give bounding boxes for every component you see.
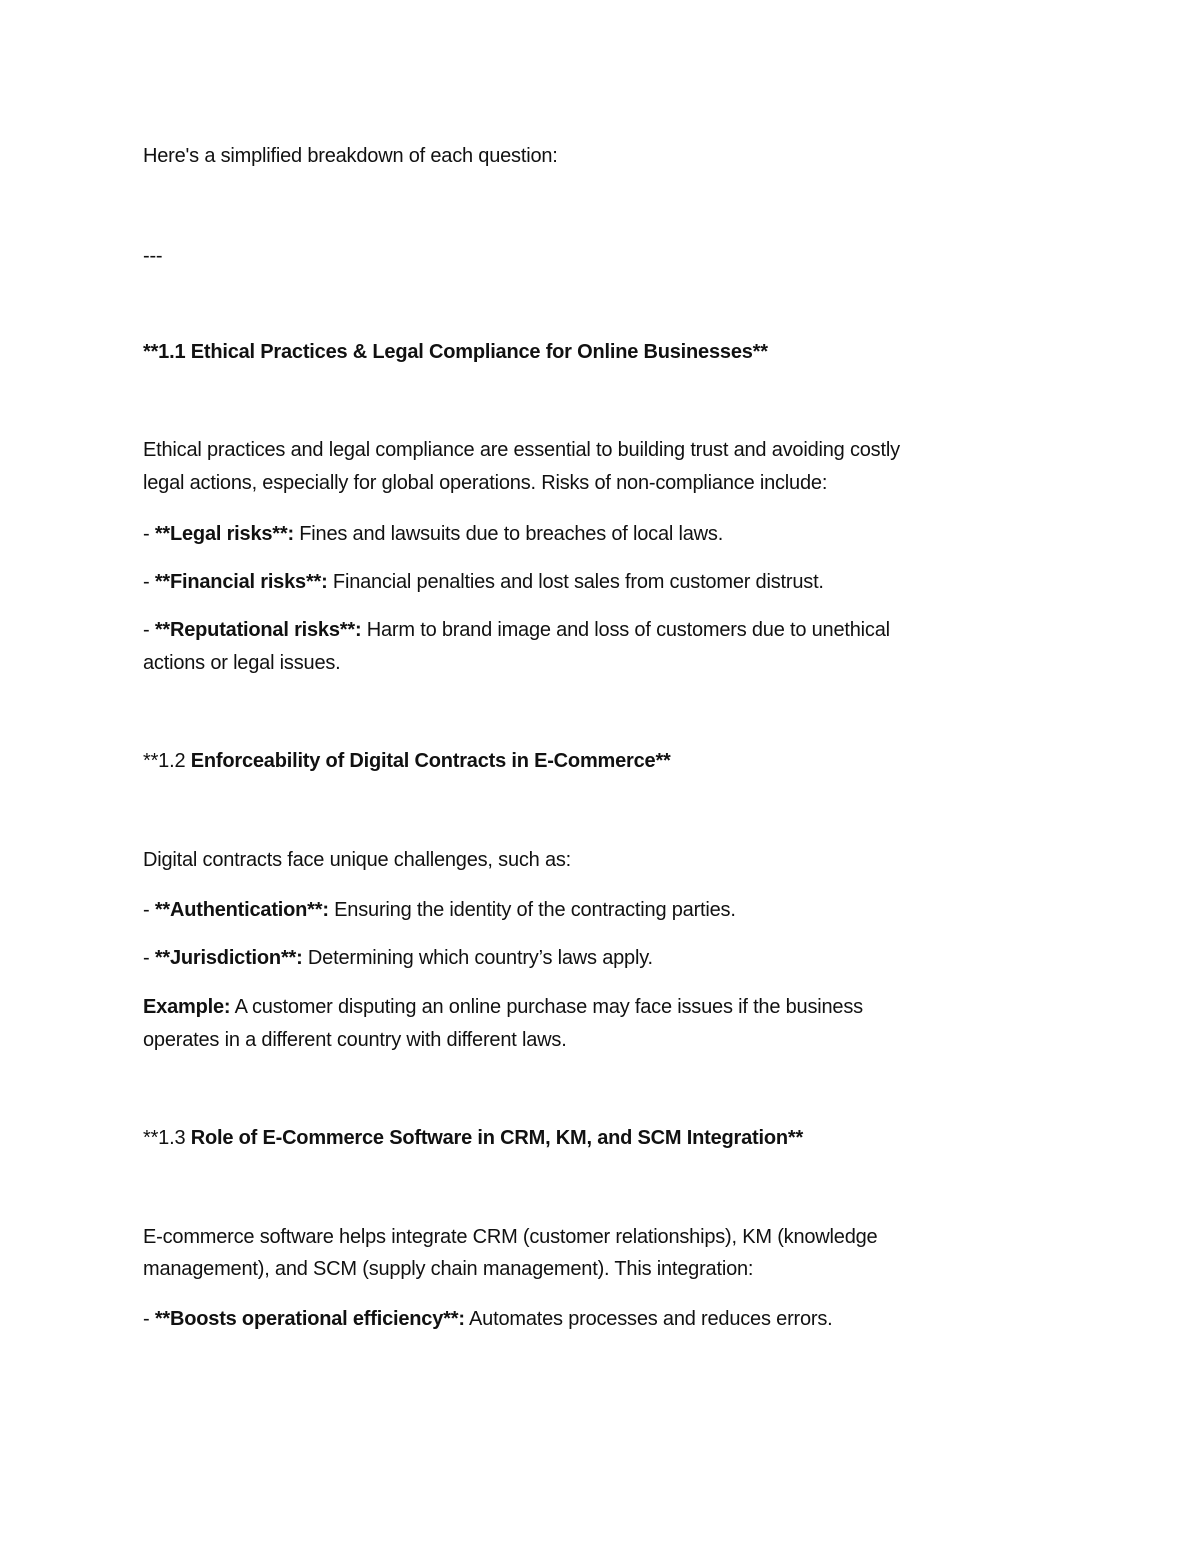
section-1-paragraph-line-1: Ethical practices and legal compliance are essential to building trust and avoiding costly bbox=[143, 439, 900, 461]
bullet-description: Ensuring the identity of the contracting parties. bbox=[328, 899, 736, 921]
section-1-paragraph-line-2: legal actions, especially for global operations. Risks of non-compliance include: bbox=[143, 472, 828, 494]
intro-text: Here's a simplified breakdown of each question: bbox=[143, 145, 558, 167]
bullet-term: **Boosts operational efficiency**: bbox=[154, 1308, 465, 1330]
separator: --- bbox=[143, 245, 163, 267]
section-1-heading-title: Ethical Practices & Legal Compliance for Online Businesses** bbox=[190, 341, 768, 363]
bullet-term: **Legal risks**: bbox=[154, 523, 294, 545]
bullet-term: **Reputational risks**: bbox=[154, 619, 362, 641]
bullet-dash: - bbox=[143, 1308, 155, 1330]
bullet-dash: - bbox=[143, 899, 155, 921]
section-2-heading-prefix: **1.2 bbox=[143, 750, 191, 772]
section-3-heading bbox=[143, 1126, 803, 1150]
bullet-description: Harm to brand image and loss of customers due to unethical bbox=[361, 619, 890, 641]
section-2-heading-title: Enforceability of Digital Contracts in E-Commerce** bbox=[190, 750, 671, 772]
bullet-dash: - bbox=[143, 619, 155, 641]
bullet-description: Fines and lawsuits due to breaches of local laws. bbox=[293, 523, 724, 545]
example-line-2: operates in a different country with different laws. bbox=[143, 1029, 567, 1051]
list-item bbox=[143, 898, 736, 922]
bullet-dash: - bbox=[143, 523, 155, 545]
bullet-term: **Authentication**: bbox=[154, 899, 329, 921]
list-item bbox=[143, 1307, 833, 1331]
list-item bbox=[143, 522, 723, 546]
section-2-paragraph-line-1: Digital contracts face unique challenges, such as: bbox=[143, 849, 572, 871]
section-3-paragraph-line-1: E-commerce software helps integrate CRM (customer relationships), KM (knowledge bbox=[143, 1226, 878, 1248]
bullet-description: Determining which country’s laws apply. bbox=[302, 947, 653, 969]
section-1-heading bbox=[143, 340, 768, 364]
section-3-paragraph-line-2: management), and SCM (supply chain management). This integration: bbox=[143, 1258, 754, 1280]
bullet-term: **Jurisdiction**: bbox=[154, 947, 303, 969]
section-3-heading-prefix: **1.3 bbox=[143, 1127, 191, 1149]
section-1-heading-prefix: **1.1 bbox=[143, 341, 191, 363]
example-line-1 bbox=[143, 995, 863, 1019]
example-label: Example: bbox=[143, 996, 231, 1018]
bullet-description: Automates processes and reduces errors. bbox=[464, 1308, 833, 1330]
bullet-term: **Financial risks**: bbox=[154, 571, 328, 593]
list-item bbox=[143, 570, 824, 594]
section-2-heading bbox=[143, 749, 671, 773]
bullet-dash: - bbox=[143, 947, 155, 969]
bullet-dash: - bbox=[143, 571, 155, 593]
list-item bbox=[143, 618, 890, 642]
bullet-description: Financial penalties and lost sales from customer distrust. bbox=[327, 571, 824, 593]
section-3-heading-title: Role of E-Commerce Software in CRM, KM, and SCM Integration** bbox=[190, 1127, 804, 1149]
example-text: A customer disputing an online purchase may face issues if the business bbox=[230, 996, 863, 1018]
list-item-continuation: actions or legal issues. bbox=[143, 652, 341, 674]
list-item bbox=[143, 946, 653, 970]
